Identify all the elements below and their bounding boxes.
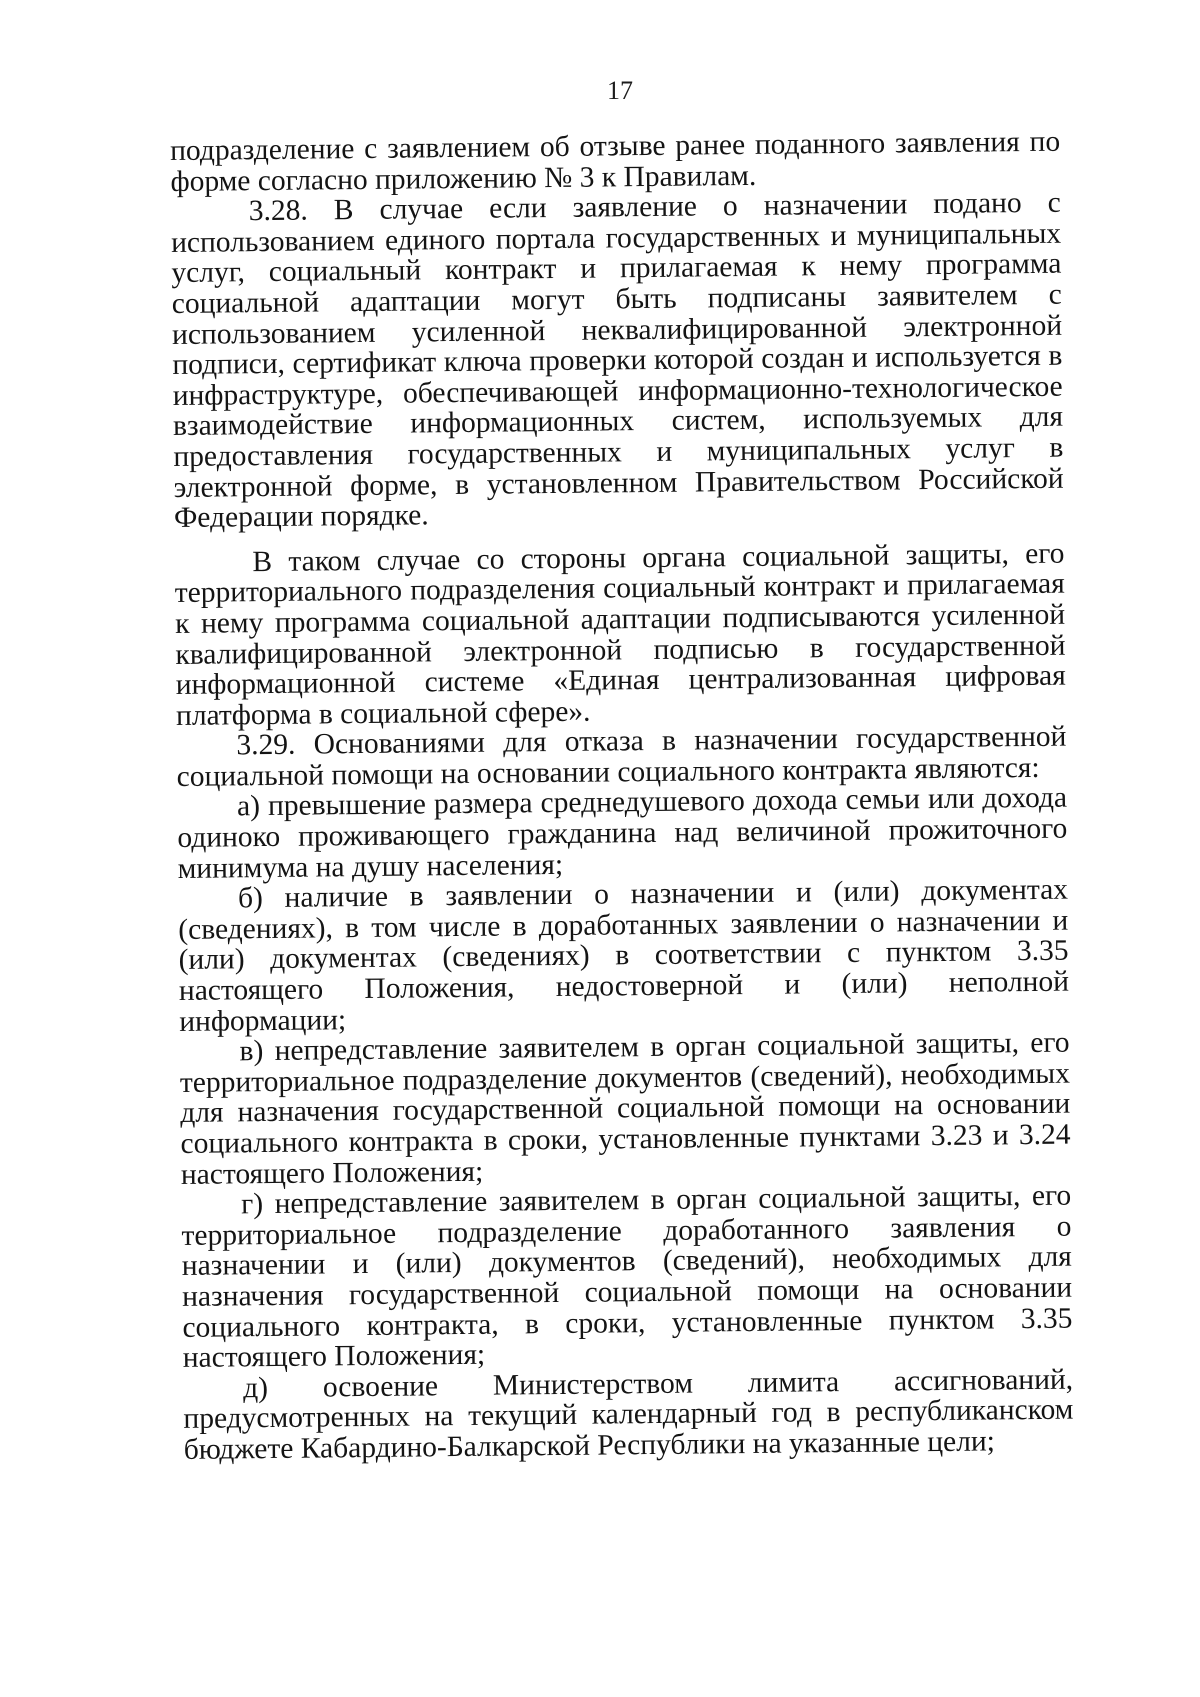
page-number: 17: [607, 76, 633, 105]
list-item-v: в) непредставление заявителем в орган социальной защиты, его территориальное подразделение документов (сведений), необходимых для назначения государственной социальной помощи на основании социального контракта в сроки, установленные пунктами 3.23 и 3.24 настоящего Положения;: [179, 1026, 1071, 1191]
paragraph-3-28-signing: В таком случае со стороны органа социальной защиты, его территориального подразделения социальный контракт и прилагаемая к нему программа социальной адаптации подписываются усиленной квалифицированной электронной подписью в государственной информационной системе «Единая централизованная цифровая платформа в социальной сфере».: [174, 537, 1066, 732]
list-item-b: б) наличие в заявлении о назначении и (или) документах (сведениях), в том числе в доработанных заявлении о назначении и (или) документах (сведениях) в соответствии с пунктом 3.35 настоящего Положения, недостоверной и (или) неполной информации;: [178, 873, 1070, 1038]
list-item-d: д) освоение Министерством лимита ассигнований, предусмотренных на текущий календарный год в республиканском бюджете Кабардино-Балкарской Республики на указанные цели;: [183, 1363, 1074, 1466]
list-item-a: а) превышение размера среднедушевого дохода семьи или дохода одиноко проживающего гражданина над величиной прожиточного минимума на душу населения;: [177, 782, 1068, 885]
paragraph-3-29: 3.29. Основаниями для отказа в назначении государственной социальной помощи на основании социального контракта являются:: [176, 720, 1067, 793]
list-item-g: г) непредставление заявителем в орган социальной защиты, его территориальное подразделение доработанного заявления о назначении и (или) документов (сведений), необходимых для назначения государственной социальной помощи на основании социального контракта, в сроки, установленные пунктом 3.35 настоящего Положения;: [181, 1179, 1073, 1375]
paragraph-continuation: подразделение с заявлением об отзыве ранее поданного заявления по форме согласно приложению № 3 к Правилам.: [169, 125, 1061, 198]
paragraph-3-28: 3.28. В случае если заявление о назначении подано с использованием единого портала государственных и муниципальных услуг, социальный контракт и прилагаемая к нему программа социальной адаптации могут быть подписаны заявителем с использованием усиленной неквалифицированной электронной подписи, сертификат ключа проверки которой создан и используется в инфраструктуре, обеспечивающей информационно-технологическое взаимодействие информационных систем, используемых для предоставления государственных и муниципальных услуг в электронной форме, в установленном Правительством Российской Федерации порядке.: [170, 186, 1064, 535]
document-body: [170, 127, 1074, 1466]
